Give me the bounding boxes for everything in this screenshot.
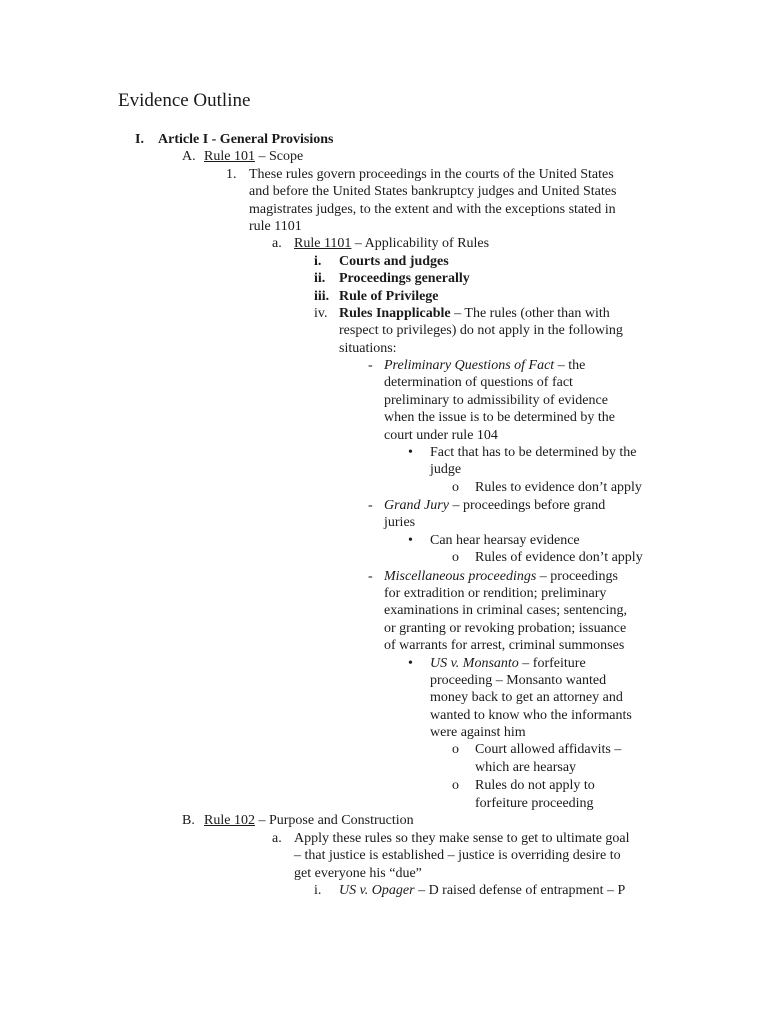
outline-marker-1: 1. [226,167,237,182]
rule-1101-heading [294,235,489,252]
outline-marker-i: i. [314,883,322,898]
scope-text-line: and before the United States bankruptcy judges and United States [249,184,617,199]
sub-bullet-marker: o [452,550,459,565]
preliminary-questions-line: preliminary to admissibility of evidence [384,393,608,408]
misc-proceedings-line: of warrants for arrest, criminal summonses [384,638,625,653]
bullet-marker: • [408,445,413,460]
bullet-text-line: Fact that has to be determined by the [430,445,637,460]
misc-proceedings-rest: – proceedings [536,569,618,584]
outline-marker-i: i. [314,254,322,269]
sub-bullet-marker: o [452,778,459,793]
monsanto-heading [430,655,586,672]
grand-jury-term: Grand Jury [384,498,449,513]
rule-1101-link: Rule 1101 [294,236,352,251]
monsanto-line: money back to get an attorney and [430,690,623,705]
preliminary-questions-line: court under rule 104 [384,428,498,443]
outline-marker-ii: ii. [314,271,326,286]
rules-inapplicable-label: Rules Inapplicable [339,306,451,321]
sub-bullet-marker: o [452,742,459,757]
bullet-text-line: Can hear hearsay evidence [430,533,580,548]
roman-item-label: Courts and judges [339,254,449,269]
misc-proceedings-heading [384,568,618,585]
grand-jury-heading [384,497,605,514]
rule-1101-rest: – Applicability of Rules [351,236,490,251]
preliminary-questions-line: determination of questions of fact [384,375,573,390]
grand-jury-line: juries [384,515,416,530]
rule-101-rest: – Scope [254,149,304,164]
purpose-text-line: – that justice is established – justice is overriding desire to [294,848,621,863]
opager-rest: – D raised defense of entrapment – P [414,883,626,898]
sub-bullet-text: Rules to evidence don’t apply [475,480,642,495]
rules-inapplicable-line: situations: [339,341,397,356]
outline-marker-a: a. [272,831,282,846]
bullet-marker: • [408,656,413,671]
preliminary-questions-term: Preliminary Questions of Fact [384,358,555,373]
dash-marker: - [368,358,373,373]
grand-jury-rest: – proceedings before grand [448,498,606,513]
misc-proceedings-term: Miscellaneous proceedings [384,569,537,584]
purpose-text-line: Apply these rules so they make sense to get to ultimate goal [294,831,630,846]
outline-marker-I: I. [135,132,144,147]
roman-item-label: Rule of Privilege [339,289,439,304]
sub-bullet-text: forfeiture proceeding [475,796,594,811]
document-title: Evidence Outline [118,90,251,111]
dash-marker: - [368,569,373,584]
opager-heading [339,882,625,899]
sub-bullet-text: Court allowed affidavits – [475,742,622,757]
rule-102-link: Rule 102 [204,813,255,828]
outline-marker-a: a. [272,236,282,251]
outline-marker-iv: iv. [314,306,328,321]
monsanto-case-name: US v. Monsanto [430,656,519,671]
rule-101-link: Rule 101 [204,149,255,164]
monsanto-rest: – forfeiture [518,656,586,671]
purpose-text-line: get everyone his “due” [294,866,422,881]
scope-text-line: rule 1101 [249,219,302,234]
outline-marker-B: B. [182,813,195,828]
sub-bullet-text: which are hearsay [475,760,577,775]
sub-bullet-text: Rules of evidence don’t apply [475,550,643,565]
outline-marker-iii: iii. [314,289,330,304]
bullet-marker: • [408,533,413,548]
rule-102-rest: – Purpose and Construction [254,813,414,828]
scope-text-line: magistrates judges, to the extent and with the exceptions stated in [249,202,616,217]
rules-inapplicable-line: respect to privileges) do not apply in the following [339,323,623,338]
rules-inapplicable-heading [339,305,610,322]
misc-proceedings-line: for extradition or rendition; preliminary [384,586,607,601]
preliminary-questions-line: when the issue is to be determined by the [384,410,615,425]
misc-proceedings-line: or granting or revoking probation; issuance [384,621,627,636]
misc-proceedings-line: examinations in criminal cases; sentencing, [384,603,627,618]
monsanto-line: proceeding – Monsanto wanted [430,673,607,688]
monsanto-line: wanted to know who the informants [430,708,632,723]
bullet-text-line: judge [430,462,462,477]
article-heading: Article I - General Provisions [158,132,334,147]
sub-bullet-text: Rules do not apply to [475,778,595,793]
roman-item-label: Proceedings generally [339,271,470,286]
preliminary-questions-rest: – the [554,358,586,373]
dash-marker: - [368,498,373,513]
outline-marker-A: A. [182,149,196,164]
scope-text-line: These rules govern proceedings in the courts of the United States [249,167,614,182]
opager-case-name: US v. Opager [339,883,415,898]
rules-inapplicable-rest: – The rules (other than with [450,306,610,321]
sub-bullet-marker: o [452,480,459,495]
rule-101-heading [204,148,303,165]
rule-102-heading [204,812,414,829]
monsanto-line: were against him [430,725,526,740]
preliminary-questions-heading [384,357,585,374]
